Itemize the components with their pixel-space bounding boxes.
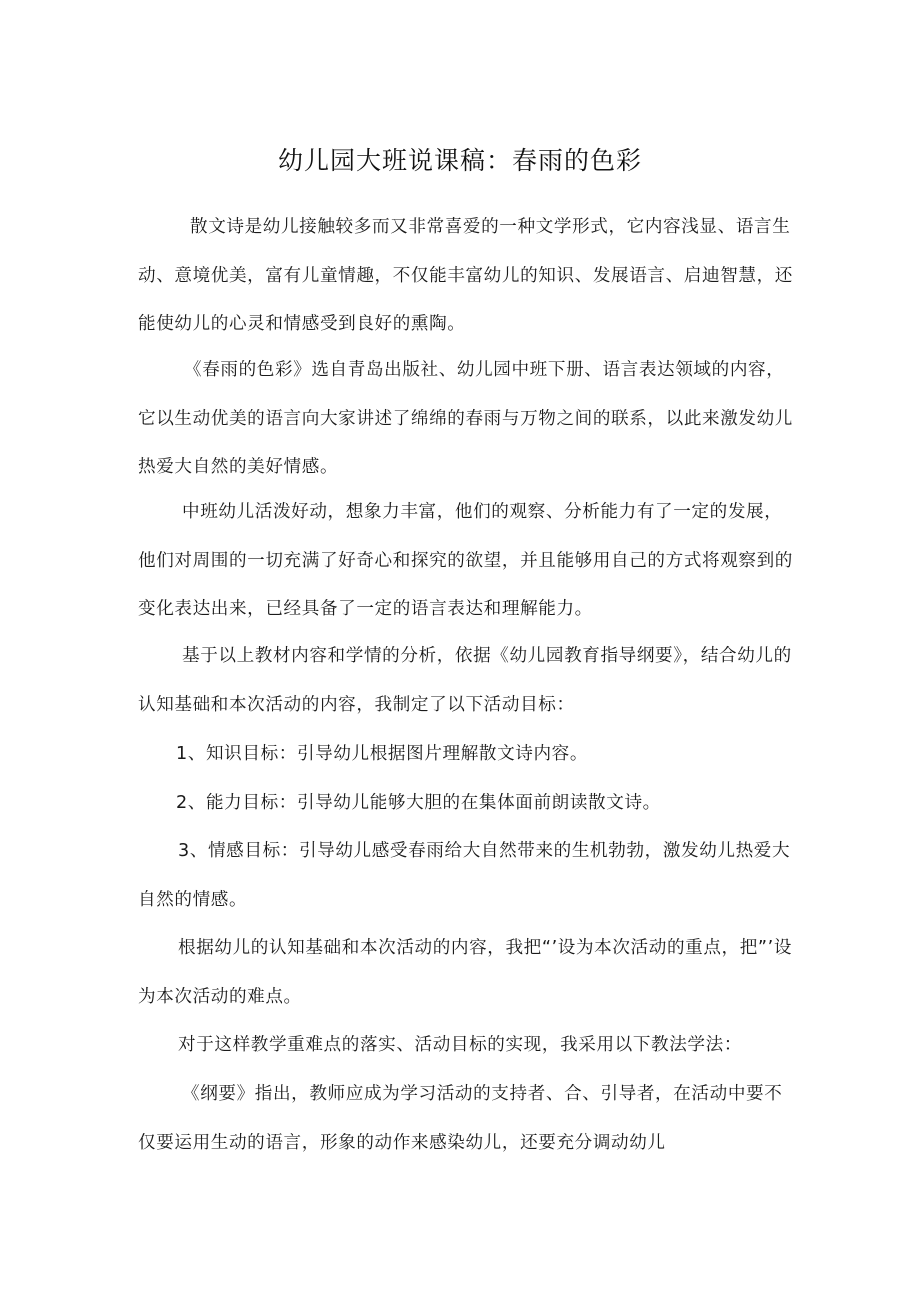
paragraph-text: 1、知识目标：引导幼儿根据图片理解散文诗内容。 <box>176 744 589 764</box>
paragraph-text: 《纲要》指出，教师应成为学习活动的支持者、合、引导者，在活动中要不仅要运用生动的语言，形象的动作来感染幼儿，还要充分调动幼儿 <box>138 1084 783 1153</box>
document-title: 幼儿园大班说课稿：春雨的色彩 <box>277 146 642 175</box>
paragraph-intro <box>138 203 798 349</box>
paragraph-text: 《春雨的色彩》选自青岛出版社、幼儿园中班下册、语言表达领域的内容，它以生动优美的语言向大家讲述了绵绵的春雨与万物之间的联系，以此来激发幼儿热爱大自然的美好情感。 <box>138 360 793 477</box>
paragraph-goals-intro <box>138 632 798 729</box>
goal-emotion <box>138 827 798 924</box>
paragraph-source <box>138 346 798 492</box>
paragraph-text: 3、情感目标：引导幼儿感受春雨给大自然带来的生机勃勃，激发幼儿热爱大自然的情感。 <box>138 841 791 910</box>
paragraph-learners <box>138 488 798 634</box>
paragraph-text: 散文诗是幼儿接触较多而又非常喜爱的一种文学形式，它内容浅显、语言生动、意境优美，富有儿童情趣，不仅能丰富幼儿的知识、发展语言、启迪智慧，还能使幼儿的心灵和情感受到良好的熏陶。 <box>138 217 793 334</box>
paragraph-methods <box>138 1021 798 1070</box>
paragraph-key-points <box>138 924 798 1021</box>
paragraph-text: 2、能力目标：引导幼儿能够大胆的在集体面前朗读散文诗。 <box>176 793 661 813</box>
paragraph-text: 对于这样教学重难点的落实、活动目标的实现，我采用以下教法学法： <box>178 1035 743 1055</box>
paragraph-text: 基于以上教材内容和学情的分析，依据《幼儿园教育指导纲要》，结合幼儿的认知基础和本次活动的内容，我制定了以下活动目标： <box>138 646 792 715</box>
goal-knowledge <box>138 730 798 779</box>
paragraph-text: 中班幼儿活泼好动，想象力丰富，他们的观察、分析能力有了一定的发展，他们对周围的一切充满了好奇心和探究的欲望，并且能够用自己的方式将观察到的变化表达出来，已经具备了一定的语言表达和理解能力。 <box>138 502 793 619</box>
paragraph-text: 根据幼儿的认知基础和本次活动的内容，我把“’设为本次活动的重点，把”’设为本次活动的难点。 <box>138 938 793 1007</box>
paragraph-outline <box>138 1070 798 1167</box>
goal-ability <box>138 779 798 828</box>
